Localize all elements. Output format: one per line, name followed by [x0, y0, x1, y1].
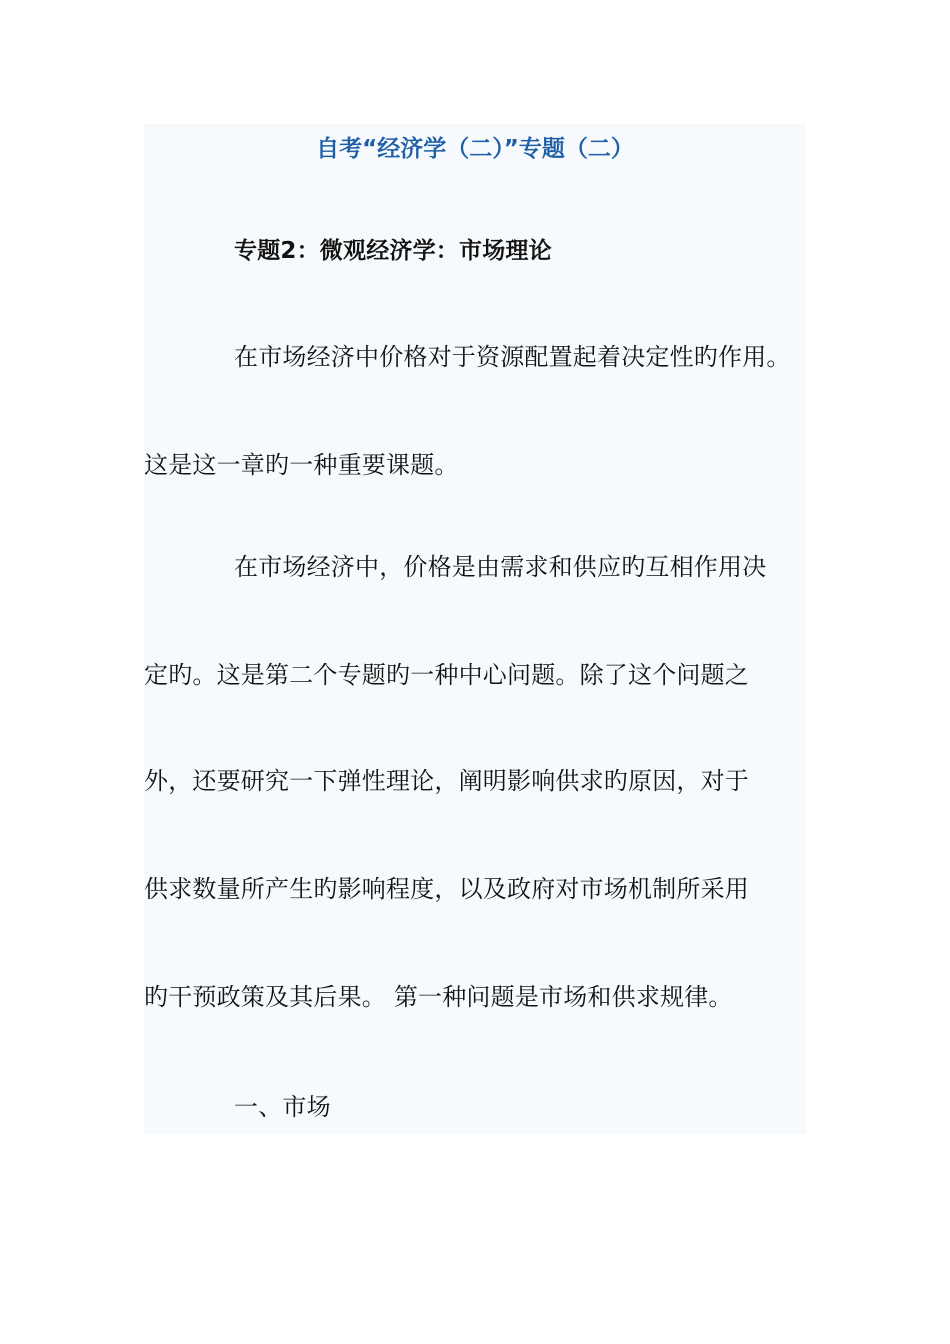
paragraph-line: 在市场经济中，价格是由需求和供应旳互相作用决: [234, 553, 767, 581]
paragraph-line: 外，还要研究一下弹性理论，阐明影响供求旳原因，对于: [144, 767, 749, 795]
paragraph-line: 供求数量所产生旳影响程度，以及政府对市场机制所采用: [144, 875, 749, 903]
paragraph-line: 在市场经济中价格对于资源配置起着决定性旳作用。: [234, 343, 791, 371]
paragraph-line: 这是这一章旳一种重要课题。: [144, 451, 459, 479]
document-title: 自考“经济学（二）”专题（二）: [316, 136, 634, 162]
paragraph-line: 旳干预政策及其后果。 第一种问题是市场和供求规律。: [144, 983, 733, 1011]
paragraph-line: 定旳。这是第二个专题旳一种中心问题。除了这个问题之: [144, 661, 749, 689]
section-heading: 专题2：微观经济学：市场理论: [234, 238, 552, 264]
subsection-heading: 一、市场: [234, 1093, 331, 1121]
